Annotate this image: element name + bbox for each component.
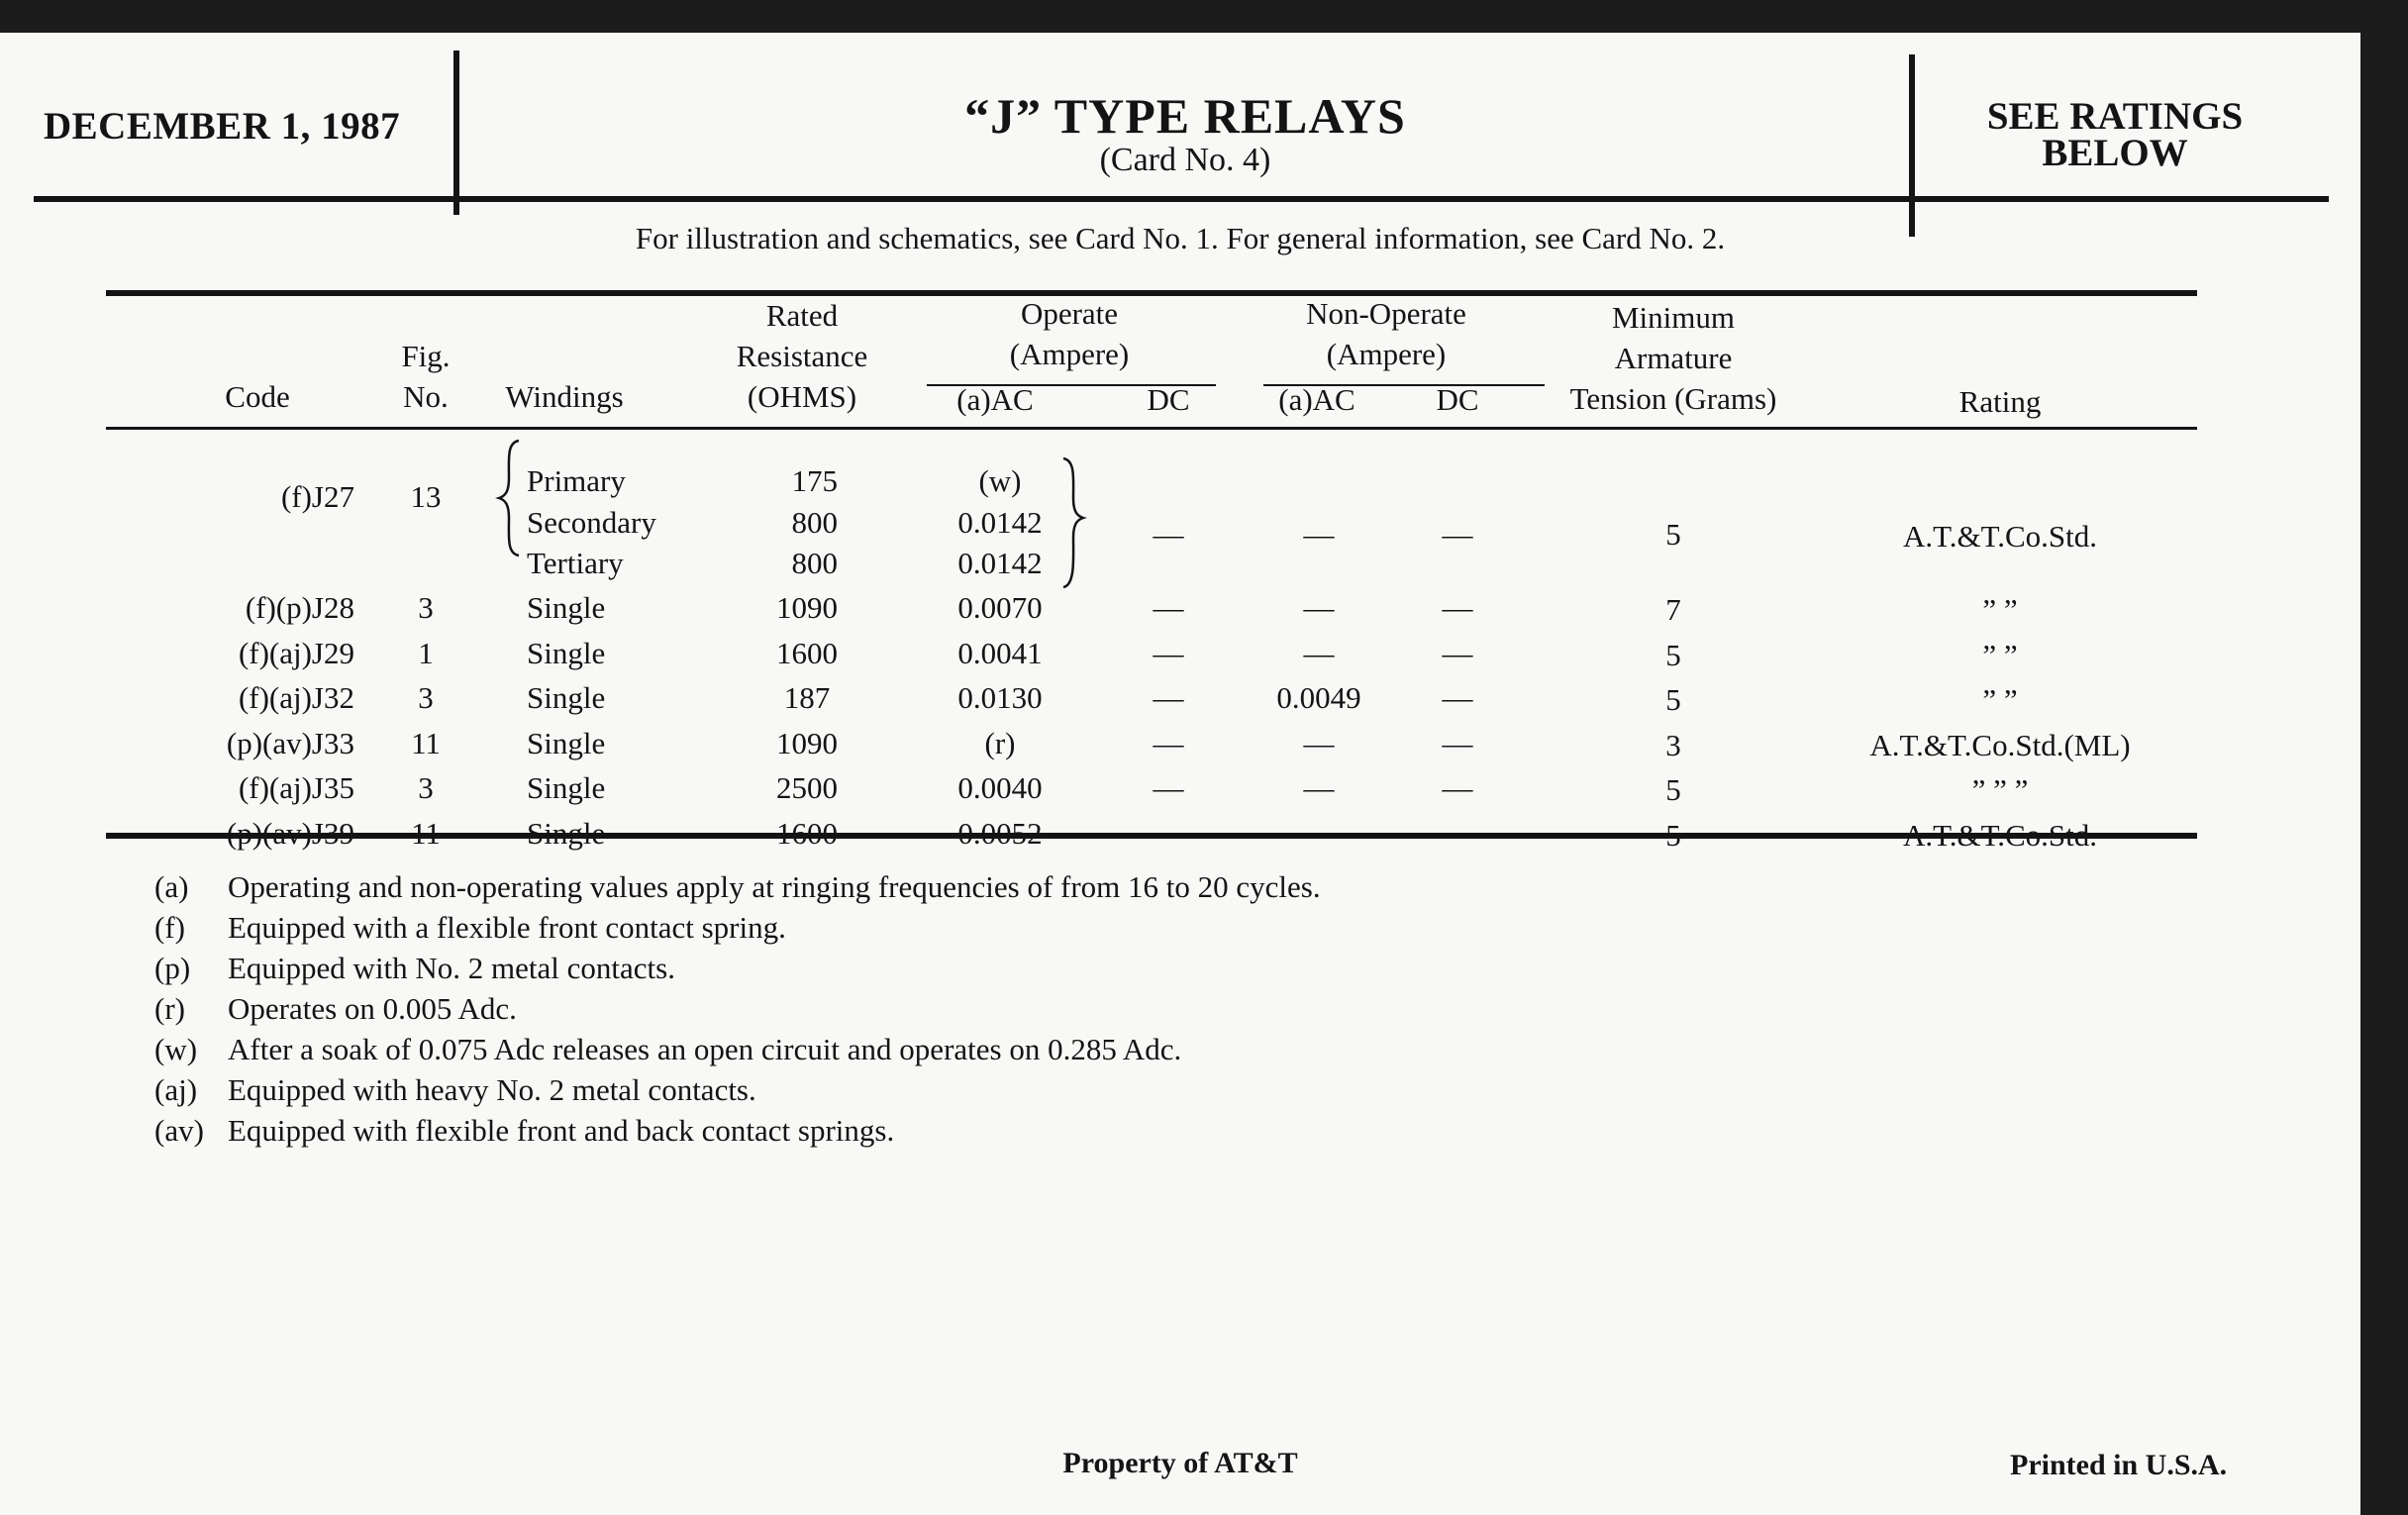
cell-resistance: 1090 bbox=[776, 726, 838, 760]
j27-code: (f)J27 bbox=[280, 479, 354, 514]
cell-nonop-ac: — bbox=[1303, 590, 1335, 625]
cell-fig: 3 bbox=[418, 770, 434, 805]
cell-nonop-dc: — bbox=[1442, 680, 1473, 715]
cell-resistance: 187 bbox=[783, 680, 831, 715]
header-bottom-rule bbox=[34, 196, 2329, 202]
cell-nonop-dc: — bbox=[1442, 816, 1473, 851]
relay-card bbox=[0, 33, 2360, 1515]
cell-rating: A.T.&T.Co.Std.(ML) bbox=[1869, 728, 2131, 762]
col-header-nonop-line1: Non-Operate bbox=[1306, 296, 1466, 331]
cell-operate-dc: — bbox=[1153, 636, 1184, 670]
cell-operate-dc: — bbox=[1153, 680, 1184, 715]
cell-tension: 5 bbox=[1665, 638, 1681, 672]
card-title-block bbox=[459, 90, 1911, 179]
cell-operate-ac: 0.0130 bbox=[957, 680, 1043, 715]
footnote-key: (aj) bbox=[154, 1072, 198, 1107]
cell-fig: 3 bbox=[418, 590, 434, 625]
cell-nonop-ac: — bbox=[1303, 770, 1335, 805]
operate-right-brace-icon bbox=[1057, 439, 1087, 597]
cell-operate-ac: 0.0052 bbox=[957, 816, 1043, 851]
col-header-resistance-line3: (OHMS) bbox=[747, 379, 857, 414]
j27-winding-secondary: Secondary bbox=[527, 505, 656, 540]
cell-windings: Single bbox=[527, 770, 606, 805]
j27-operate-ac-secondary: 0.0142 bbox=[957, 505, 1043, 540]
footnote-text: Equipped with No. 2 metal contacts. bbox=[228, 951, 675, 985]
windings-left-brace-icon bbox=[495, 439, 525, 557]
cell-rating: ” ” ” bbox=[1971, 772, 2029, 807]
cell-rating: A.T.&T.Co.Std. bbox=[1902, 818, 2098, 853]
cell-fig: 3 bbox=[418, 680, 434, 715]
cell-tension: 3 bbox=[1665, 728, 1681, 762]
j27-resistance-primary: 175 bbox=[791, 463, 838, 498]
cell-code: (p)(av)J33 bbox=[226, 726, 354, 760]
cell-fig: 11 bbox=[411, 816, 441, 851]
cell-windings: Single bbox=[527, 816, 606, 851]
cell-operate-dc: — bbox=[1153, 726, 1184, 760]
header-divider-right bbox=[1909, 54, 1915, 237]
cell-nonop-dc: — bbox=[1442, 590, 1473, 625]
cell-operate-dc: — bbox=[1153, 770, 1184, 805]
intro-note: For illustration and schematics, see Card No. 1. For general information, see Card No. 2. bbox=[635, 221, 1726, 255]
printed-notice: Printed in U.S.A. bbox=[2010, 1449, 2228, 1481]
footnote-text: Equipped with a flexible front contact spring. bbox=[228, 910, 786, 945]
footnote-key: (w) bbox=[154, 1032, 198, 1066]
j27-operate-dc: — bbox=[1153, 517, 1184, 552]
col-header-tension bbox=[1525, 297, 1822, 419]
cell-code: (f)(p)J28 bbox=[245, 590, 354, 625]
col-header-resistance-line2: Resistance bbox=[736, 339, 868, 373]
cell-code: (f)(aj)J32 bbox=[238, 680, 354, 715]
cell-resistance: 1600 bbox=[776, 816, 838, 851]
cell-nonop-ac: — bbox=[1303, 636, 1335, 670]
cell-resistance: 2500 bbox=[776, 770, 838, 805]
cell-code: (p)(av)J39 bbox=[226, 816, 354, 851]
footnote-key: (f) bbox=[154, 910, 185, 945]
cell-code: (f)(aj)J29 bbox=[238, 636, 354, 670]
col-header-operate-dc: DC bbox=[1147, 382, 1190, 417]
cell-rating: ” ” bbox=[1982, 592, 2018, 627]
col-header-resistance-line1: Rated bbox=[765, 298, 839, 333]
table-header-rule bbox=[106, 427, 2197, 430]
cell-windings: Single bbox=[527, 726, 606, 760]
j27-nonop-ac: — bbox=[1303, 517, 1335, 552]
col-header-operate-line2: (Ampere) bbox=[1009, 337, 1130, 371]
footnote-key: (p) bbox=[154, 951, 191, 985]
footnote-text: After a soak of 0.075 Adc releases an open circuit and operates on 0.285 Adc. bbox=[228, 1032, 1182, 1066]
cell-rating: ” ” bbox=[1982, 682, 2018, 717]
j27-rating: A.T.&T.Co.Std. bbox=[1902, 519, 2098, 554]
cell-tension: 5 bbox=[1665, 772, 1681, 807]
col-header-nonop-ac: (a)AC bbox=[1278, 382, 1355, 417]
cell-tension: 7 bbox=[1665, 592, 1681, 627]
col-header-operate-ac: (a)AC bbox=[956, 382, 1034, 417]
cell-tension: 5 bbox=[1665, 818, 1681, 853]
card-subtitle: (Card No. 4) bbox=[1099, 142, 1271, 178]
j27-nonop-dc: — bbox=[1442, 517, 1473, 552]
ratings-note-line1: SEE RATINGS bbox=[1986, 95, 2244, 138]
cell-resistance: 1090 bbox=[776, 590, 838, 625]
j27-tension: 5 bbox=[1665, 517, 1681, 552]
cell-nonop-ac: 0.0049 bbox=[1276, 680, 1361, 715]
cell-nonop-ac: — bbox=[1303, 726, 1335, 760]
card-title: “J” TYPE RELAYS bbox=[964, 88, 1406, 144]
cell-operate-ac: 0.0041 bbox=[957, 636, 1043, 670]
footnote-text: Equipped with flexible front and back contact springs. bbox=[228, 1113, 895, 1148]
col-header-resistance bbox=[703, 295, 901, 417]
col-header-nonop bbox=[1248, 293, 1525, 374]
j27-resistance-tertiary: 800 bbox=[791, 546, 838, 580]
cell-windings: Single bbox=[527, 680, 606, 715]
footnote-text: Equipped with heavy No. 2 metal contacts. bbox=[228, 1072, 756, 1107]
col-header-code: Code bbox=[225, 379, 290, 414]
cell-code: (f)(aj)J35 bbox=[238, 770, 354, 805]
col-header-fig-line1: Fig. bbox=[401, 339, 451, 373]
j27-operate-ac-primary: (w) bbox=[978, 463, 1022, 498]
col-header-nonop-dc: DC bbox=[1436, 382, 1479, 417]
footnote-key: (av) bbox=[154, 1113, 204, 1148]
j27-fig: 13 bbox=[410, 479, 442, 514]
cell-nonop-dc: — bbox=[1442, 726, 1473, 760]
ratings-note bbox=[1917, 95, 2313, 174]
cell-windings: Single bbox=[527, 590, 606, 625]
ratings-note-line2: BELOW bbox=[2042, 132, 2188, 174]
cell-fig: 1 bbox=[418, 636, 434, 670]
col-header-operate bbox=[951, 293, 1188, 374]
cell-operate-ac: 0.0040 bbox=[957, 770, 1043, 805]
col-header-fig bbox=[386, 336, 465, 417]
footnote-key: (r) bbox=[154, 991, 185, 1026]
cell-resistance: 1600 bbox=[776, 636, 838, 670]
col-header-tension-line1: Minimum bbox=[1611, 300, 1735, 335]
cell-operate-ac: (r) bbox=[984, 726, 1016, 760]
footnote-text: Operating and non-operating values apply at ringing frequencies of from 16 to 20 cycles. bbox=[228, 869, 1321, 904]
cell-nonop-dc: — bbox=[1442, 770, 1473, 805]
col-header-operate-line1: Operate bbox=[1020, 296, 1119, 331]
col-header-rating: Rating bbox=[1958, 384, 2042, 419]
j27-resistance-secondary: 800 bbox=[791, 505, 838, 540]
col-header-nonop-line2: (Ampere) bbox=[1326, 337, 1447, 371]
issue-date: DECEMBER 1, 1987 bbox=[44, 105, 401, 148]
col-header-tension-line2: Armature bbox=[1614, 341, 1733, 375]
cell-tension: 5 bbox=[1665, 682, 1681, 717]
cell-operate-dc: — bbox=[1153, 590, 1184, 625]
footnote-key: (a) bbox=[154, 869, 189, 904]
cell-windings: Single bbox=[527, 636, 606, 670]
footnote-text: Operates on 0.005 Adc. bbox=[228, 991, 517, 1026]
col-header-fig-line2: No. bbox=[403, 379, 449, 414]
col-header-windings: Windings bbox=[505, 379, 624, 414]
cell-operate-ac: 0.0070 bbox=[957, 590, 1043, 625]
j27-winding-tertiary: Tertiary bbox=[527, 546, 624, 580]
property-notice: Property of AT&T bbox=[1062, 1447, 1298, 1479]
cell-fig: 11 bbox=[411, 726, 441, 760]
cell-nonop-ac: — bbox=[1303, 816, 1335, 851]
col-header-tension-line3: Tension (Grams) bbox=[1569, 381, 1777, 416]
cell-nonop-dc: — bbox=[1442, 636, 1473, 670]
cell-rating: ” ” bbox=[1982, 638, 2018, 672]
j27-operate-ac-tertiary: 0.0142 bbox=[957, 546, 1043, 580]
cell-operate-dc: — bbox=[1153, 816, 1184, 851]
j27-winding-primary: Primary bbox=[527, 463, 626, 498]
